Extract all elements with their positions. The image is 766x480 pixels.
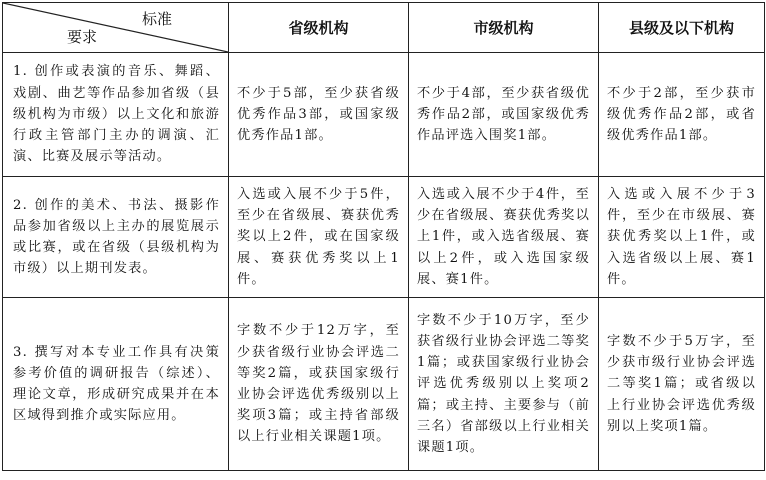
requirement-cell: 3. 撰写对本专业工作具有决策参考价值的调研报告（综述）、理论文章，形成研究成果并在本区域得到推介或实际应用。 [3,298,229,471]
county-cell: 字数不少于5万字，至少获市级行业协会评选二等奖1篇；或省级以上行业协会评选优秀级别以上奖项1篇。 [599,298,765,471]
requirement-cell: 1. 创作或表演的音乐、舞蹈、戏剧、曲艺等作品参加省级（县级机构为市级）以上文化和旅游行政主管部门主办的调演、汇演、比赛及展示等活动。 [3,53,229,177]
municipal-cell: 不少于4部，至少获省级优秀作品2部，或国家级优秀作品评选入围奖1部。 [409,53,599,177]
header-row [3,3,765,53]
corner-label-requirement: 要求 [67,28,98,46]
provincial-cell: 不少于5部，至少获省级优秀作品3部，或国家级优秀作品1部。 [229,53,409,177]
municipal-cell: 字数不少于10万字，至少获省级行业协会评选二等奖1篇；或获国家级行业协会评选优秀级别以上奖项2篇；或主持、主要参与（前三名）省部级以上行业相关课题1项。 [409,298,599,471]
standards-table [2,2,765,471]
table-row [3,298,765,471]
header-municipal: 市级机构 [409,3,599,53]
county-cell: 入选或入展不少于3件，至少在市级展、赛获优秀奖以上1件，或入选省级以上展、赛1件。 [599,177,765,298]
diagonal-divider [3,3,228,52]
table-row [3,53,765,177]
header-county: 县级及以下机构 [599,3,765,53]
provincial-cell: 入选或入展不少于5件，至少在省级展、赛获优秀奖以上2件，或在国家级展、赛获优秀奖以上1件。 [229,177,409,298]
provincial-cell: 字数不少于12万字，至少获省级行业协会评选二等奖2篇，或获国家级行业协会评选优秀级别以上奖项3篇；或主持省部级以上行业相关课题1项。 [229,298,409,471]
municipal-cell: 入选或入展不少于4件，至少在省级展、赛获优秀奖以上1件，或入选省级展、赛以上2件，或入选国家级展、赛1件。 [409,177,599,298]
corner-label-standard: 标准 [141,10,172,28]
corner-header-cell [3,3,229,53]
county-cell: 不少于2部，至少获市级优秀作品2部，或省级优秀作品1部。 [599,53,765,177]
requirement-cell: 2. 创作的美术、书法、摄影作品参加省级以上主办的展览展示或比赛，或在省级（县级机构为市级）以上期刊发表。 [3,177,229,298]
header-provincial: 省级机构 [229,3,409,53]
table-row [3,177,765,298]
